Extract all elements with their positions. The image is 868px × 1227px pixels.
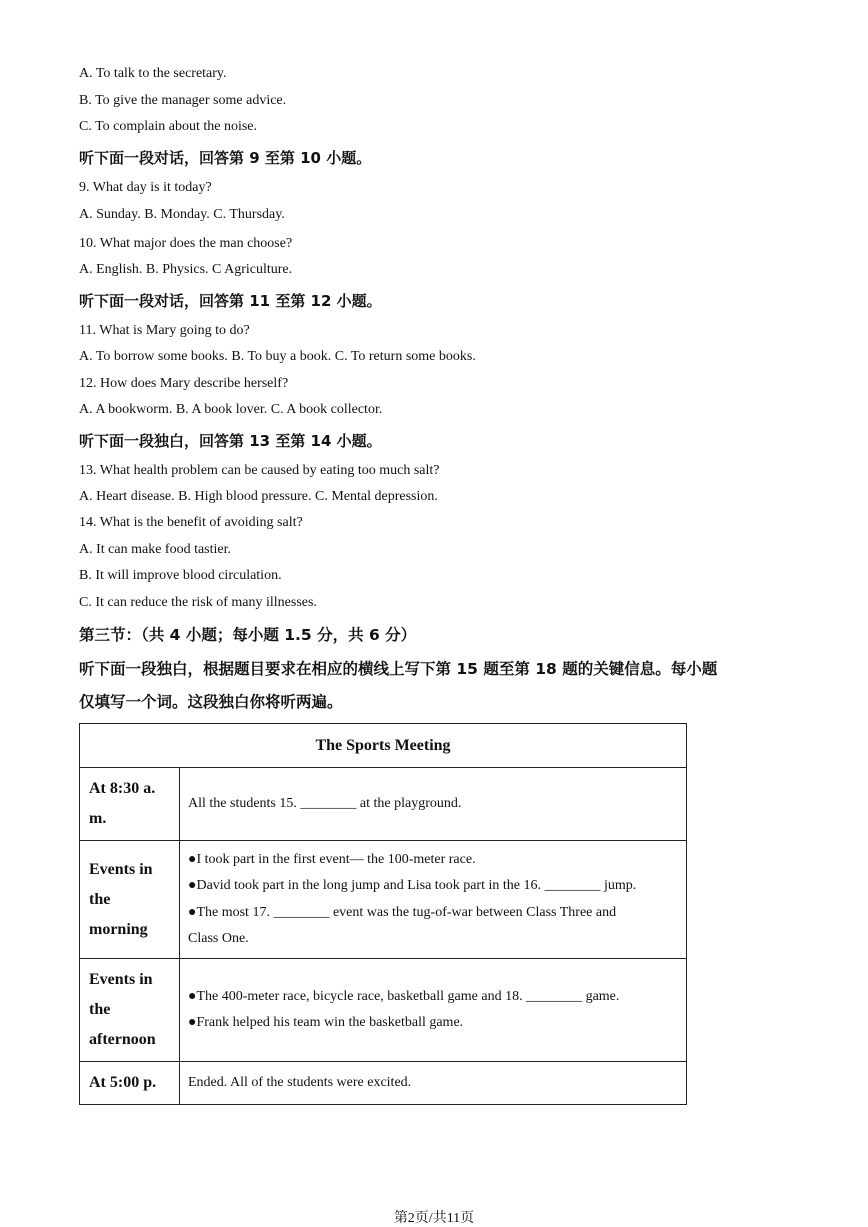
row-content — [180, 768, 687, 841]
content-line: Ended. All of the students were excited. — [188, 1074, 412, 1090]
question-13-options: A. Heart disease. B. High blood pressure. C. Mental depression. — [79, 489, 438, 504]
label-line: At 5:00 p. — [89, 1074, 157, 1091]
question-9: 9. What day is it today? — [79, 180, 212, 195]
page-number: 第2页/共11页 — [393, 1211, 475, 1226]
content-line: ●The most 17. ________ event was the tug-of-war between Class Three and — [188, 904, 617, 920]
row-label — [80, 841, 180, 959]
content-line: All the students 15. ________ at the playground. — [188, 795, 462, 811]
label-line: Events in — [89, 971, 153, 988]
row-label — [80, 1062, 180, 1105]
row-content — [180, 1062, 687, 1105]
option-7b: B. To give the manager some advice. — [79, 93, 287, 108]
row-label — [80, 959, 180, 1062]
option-14a: A. It can make food tastier. — [79, 542, 232, 557]
section-instruction-13-14: 听下面一段独白，回答第 13 至第 14 小题。 — [79, 432, 382, 450]
question-11: 11. What is Mary going to do? — [79, 323, 250, 338]
question-12-options: A. A bookworm. B. A book lover. C. A book collector. — [79, 402, 383, 417]
content-line: ●The 400-meter race, bicycle race, basketball game and 18. ________ game. — [188, 988, 620, 1004]
content-line: ●Frank helped his team win the basketball game. — [188, 1015, 464, 1030]
part-three-instruction-line2: 仅填写一个词。这段独白你将听两遍。 — [79, 693, 343, 711]
row-label — [80, 768, 180, 841]
table-title: The Sports Meeting — [80, 724, 687, 768]
table-row — [80, 1062, 687, 1105]
content-line: ●I took part in the first event— the 100-meter race. — [188, 851, 476, 867]
content-line: ●David took part in the long jump and Lisa took part in the 16. ________ jump. — [188, 878, 637, 893]
table-row — [80, 768, 687, 841]
label-line: m. — [89, 810, 107, 827]
label-line: morning — [89, 920, 148, 938]
label-line: the — [89, 890, 111, 908]
row-content — [180, 841, 687, 959]
section-instruction-9-10: 听下面一段对话，回答第 9 至第 10 小题。 — [79, 149, 372, 167]
part-three-heading: 第三节：（共 4 小题；每小题 1.5 分，共 6 分） — [79, 626, 417, 644]
option-14c: C. It can reduce the risk of many illnesses. — [79, 595, 317, 610]
option-14b: B. It will improve blood circulation. — [79, 568, 282, 583]
question-10: 10. What major does the man choose? — [79, 236, 293, 251]
table-row — [80, 959, 687, 1062]
label-line: Events in — [89, 860, 153, 878]
label-line: the — [89, 1001, 111, 1018]
question-13: 13. What health problem can be caused by eating too much salt? — [79, 463, 440, 478]
content-line: Class One. — [188, 931, 249, 946]
label-line: afternoon — [89, 1031, 156, 1048]
question-10-options: A. English. B. Physics. C Agriculture. — [79, 262, 293, 277]
option-7a: A. To talk to the secretary. — [79, 66, 227, 81]
sports-meeting-table — [79, 723, 687, 1105]
table-row — [80, 841, 687, 959]
question-12: 12. How does Mary describe herself? — [79, 376, 289, 391]
row-content — [180, 959, 687, 1062]
question-9-options: A. Sunday. B. Monday. C. Thursday. — [79, 207, 285, 222]
label-line: At 8:30 a. — [89, 780, 156, 797]
question-14: 14. What is the benefit of avoiding salt? — [79, 515, 303, 530]
question-11-options: A. To borrow some books. B. To buy a book. C. To return some books. — [79, 349, 476, 364]
option-7c: C. To complain about the noise. — [79, 119, 258, 134]
section-instruction-11-12: 听下面一段对话，回答第 11 至第 12 小题。 — [79, 292, 382, 310]
part-three-instruction-line1: 听下面一段独白，根据题目要求在相应的横线上写下第 15 题至第 18 题的关键信息。每小题 — [79, 660, 718, 678]
